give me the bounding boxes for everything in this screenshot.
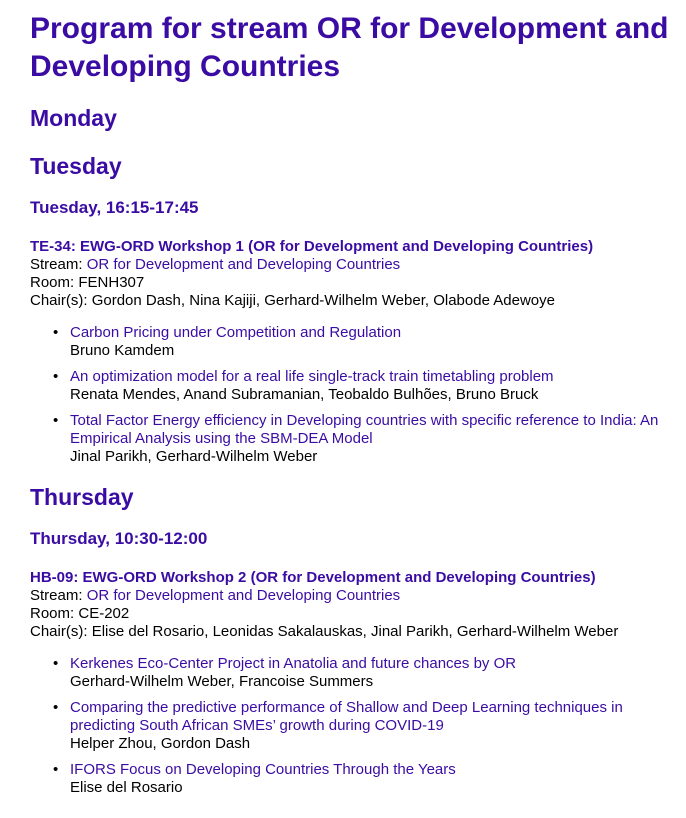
chairs-line: [30, 623, 686, 641]
list-item: [53, 368, 670, 404]
chairs-label: Chair(s):: [30, 623, 88, 640]
talk-authors: Helper Zhou, Gordon Dash: [70, 735, 251, 752]
talk-title-link[interactable]: Kerkenes Eco-Center Project in Anatolia and future chances by OR: [70, 655, 517, 672]
talk-title-link[interactable]: Comparing the predictive performance of Shallow and Deep Learning techniques in predicting South African SMEs’ growth during COVID-19: [70, 699, 623, 734]
room-line: [30, 274, 686, 292]
bullet-icon: •: [53, 761, 59, 778]
bullet-icon: •: [53, 699, 59, 716]
session-tuesday: [30, 238, 686, 466]
talk-authors: Jinal Parikh, Gerhard-Wilhelm Weber: [70, 448, 318, 465]
talk-authors: Renata Mendes, Anand Subramanian, Teobaldo Bulhões, Bruno Bruck: [70, 386, 539, 403]
bullet-icon: •: [53, 368, 59, 385]
list-item: [53, 412, 670, 466]
talk-authors: Gerhard-Wilhelm Weber, Francoise Summers: [70, 673, 374, 690]
talk-list: [30, 655, 686, 797]
talk-authors: Bruno Kamdem: [70, 342, 175, 359]
room-label: Room:: [30, 605, 75, 622]
session-title-link[interactable]: TE-34: EWG-ORD Workshop 1 (OR for Development and Developing Countries): [30, 238, 594, 255]
bullet-icon: •: [53, 412, 59, 429]
page-title: Program for stream OR for Development and Developing Countries: [30, 12, 669, 83]
chairs-line: [30, 292, 686, 310]
bullet-icon: •: [53, 324, 59, 341]
list-item: [53, 655, 670, 691]
session-title-link[interactable]: HB-09: EWG-ORD Workshop 2 (OR for Development and Developing Countries): [30, 569, 596, 586]
day-heading-thursday: Thursday: [30, 484, 134, 510]
chairs-label: Chair(s):: [30, 292, 88, 309]
list-item: [53, 324, 670, 360]
room-line: [30, 605, 686, 623]
bullet-icon: •: [53, 655, 59, 672]
day-heading-monday: Monday: [30, 105, 117, 131]
talk-title-link[interactable]: An optimization model for a real life single-track train timetabling problem: [70, 368, 554, 385]
stream-line: [30, 587, 686, 605]
talk-title-link[interactable]: IFORS Focus on Developing Countries Through the Years: [70, 761, 456, 778]
time-slot-tuesday: Tuesday, 16:15-17:45: [30, 198, 199, 217]
day-heading-tuesday: Tuesday: [30, 153, 122, 179]
talk-list: [30, 324, 686, 466]
room-label: Room:: [30, 274, 75, 291]
time-slot-thursday: Thursday, 10:30-12:00: [30, 529, 208, 548]
chairs-value: Gordon Dash, Nina Kajiji, Gerhard-Wilhelm Weber, Olabode Adewoye: [91, 292, 555, 309]
stream-link[interactable]: OR for Development and Developing Countries: [86, 587, 401, 604]
chairs-value: Elise del Rosario, Leonidas Sakalauskas, Jinal Parikh, Gerhard-Wilhelm Weber: [91, 623, 619, 640]
stream-label: Stream:: [30, 587, 83, 604]
room-value: CE-202: [78, 605, 130, 622]
talk-title-link[interactable]: Total Factor Energy efficiency in Developing countries with specific reference to India: An Empirical Analysis using the SBM-DEA Model: [70, 412, 659, 447]
talk-title-link[interactable]: Carbon Pricing under Competition and Regulation: [70, 324, 402, 341]
room-value: FENH307: [78, 274, 145, 291]
stream-line: [30, 256, 686, 274]
list-item: [53, 761, 670, 797]
list-item: [53, 699, 670, 753]
stream-label: Stream:: [30, 256, 83, 273]
stream-link[interactable]: OR for Development and Developing Countries: [86, 256, 401, 273]
session-thursday: [30, 569, 686, 797]
talk-authors: Elise del Rosario: [70, 779, 183, 796]
